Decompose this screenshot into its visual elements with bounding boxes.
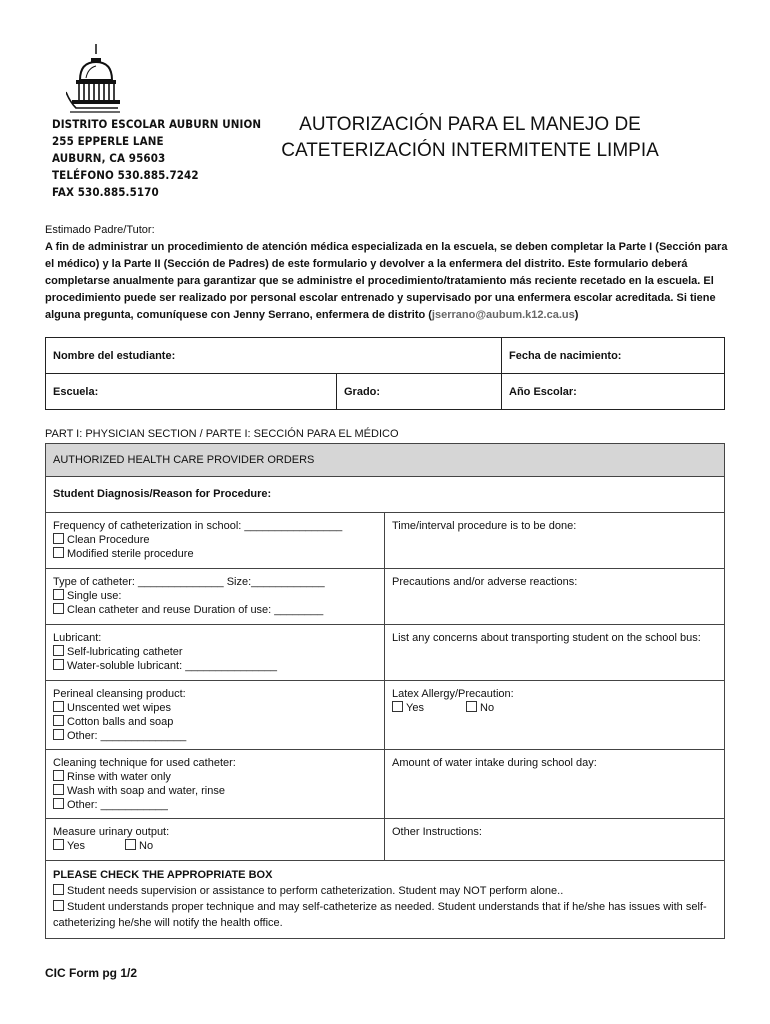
district-address <box>52 116 261 201</box>
measure-yes-checkbox[interactable] <box>53 839 64 850</box>
other-instructions-field[interactable]: Other Instructions: <box>385 819 725 861</box>
wet-wipes-label: Unscented wet wipes <box>67 702 171 714</box>
page-footer: CIC Form pg 1/2 <box>45 966 138 980</box>
district-street: 255 EPPERLE LANE <box>52 134 164 148</box>
modified-sterile-label: Modified sterile procedure <box>67 548 194 560</box>
diagnosis-field[interactable]: Student Diagnosis/Reason for Procedure: <box>46 477 725 513</box>
perineal-other-label: Other: ______________ <box>67 730 187 742</box>
rinse-water-checkbox[interactable] <box>53 770 64 781</box>
cleaning-cell <box>46 750 385 819</box>
physician-orders-table <box>45 443 725 939</box>
intro-close: ) <box>574 309 579 321</box>
school-year-field[interactable]: Año Escolar: <box>502 374 725 410</box>
measure-no-label: No <box>139 840 154 852</box>
form-title <box>240 112 700 164</box>
cotton-soap-label: Cotton balls and soap <box>67 716 174 728</box>
district-phone: TELÉFONO 530.885.7242 <box>52 168 199 182</box>
perineal-label: Perineal cleansing product: <box>53 688 186 700</box>
cleaning-other-checkbox[interactable] <box>53 798 64 809</box>
capitol-dome-logo <box>66 44 120 114</box>
water-intake-field[interactable]: Amount of water intake during school day: <box>385 750 725 819</box>
needs-supervision-label: Student needs supervision or assistance to perform catheterization. Student may NOT perform alone.. <box>67 885 564 897</box>
district-fax: FAX 530.885.5170 <box>52 185 159 199</box>
district-name: DISTRITO ESCOLAR AUBURN UNION <box>52 117 262 131</box>
needs-supervision-checkbox[interactable] <box>53 884 64 895</box>
school-field[interactable]: Escuela: <box>46 374 337 410</box>
birth-date-field[interactable]: Fecha de nacimiento: <box>502 338 725 374</box>
clean-procedure-label: Clean Procedure <box>67 534 150 546</box>
wet-wipes-checkbox[interactable] <box>53 701 64 712</box>
intro-body: A fin de administrar un procedimiento de atención médica especializada en la escuela, se deben completar la Parte I (Sección para el médico) y la Parte II (Sección de Padres) de este formulario y devolver a la enfermera del distrito. Este formulario deberá completarse anualmente para garantizar que se administre el procedimiento/tratamiento más reciente recetado en la escuela. El procedimiento puede ser realizado por personal escolar entrenado y supervisado por una enfermera escolar acreditada. Si tiene alguna pregunta, comuníquese con Jenny Serrano, enfermera de distrito ( <box>45 241 728 321</box>
measure-label: Measure urinary output: <box>53 826 170 838</box>
student-info-table <box>45 337 725 410</box>
form-title-line2: CATETERIZACIÓN INTERMITENTE LIMPIA <box>281 140 659 161</box>
rinse-water-label: Rinse with water only <box>67 771 171 783</box>
clean-reuse-checkbox[interactable] <box>53 603 64 614</box>
measure-cell <box>46 819 385 861</box>
grade-field[interactable]: Grado: <box>337 374 502 410</box>
frequency-label: Frequency of catheterization in school: ________________ <box>53 520 343 532</box>
catheter-type-cell <box>46 569 385 625</box>
perineal-cell <box>46 681 385 750</box>
time-interval-field[interactable]: Time/interval procedure is to be done: <box>385 513 725 569</box>
latex-yes-label: Yes <box>406 702 424 714</box>
intro-text <box>45 222 733 324</box>
student-name-field[interactable]: Nombre del estudiante: <box>46 338 502 374</box>
perineal-other-checkbox[interactable] <box>53 729 64 740</box>
latex-label: Latex Allergy/Precaution: <box>392 688 514 700</box>
self-lubricating-checkbox[interactable] <box>53 645 64 656</box>
catheter-type-label: Type of catheter: ______________ Size:____________ <box>53 576 325 588</box>
water-soluble-label: Water-soluble lubricant: _______________ <box>67 660 277 672</box>
single-use-label: Single use: <box>67 590 122 602</box>
measure-no-checkbox[interactable] <box>125 839 136 850</box>
frequency-cell <box>46 513 385 569</box>
cotton-soap-checkbox[interactable] <box>53 715 64 726</box>
form-title-line1: AUTORIZACIÓN PARA EL MANEJO DE <box>299 114 641 135</box>
precautions-field[interactable]: Precautions and/or adverse reactions: <box>385 569 725 625</box>
latex-cell <box>385 681 725 750</box>
bus-concerns-field[interactable]: List any concerns about transporting student on the school bus: <box>385 625 725 681</box>
lubricant-label: Lubricant: <box>53 632 102 644</box>
cleaning-label: Cleaning technique for used catheter: <box>53 757 236 769</box>
latex-yes-checkbox[interactable] <box>392 701 403 712</box>
appropriate-box-title: PLEASE CHECK THE APPROPRIATE BOX <box>53 869 273 881</box>
water-soluble-checkbox[interactable] <box>53 659 64 670</box>
clean-reuse-label: Clean catheter and reuse Duration of use: ________ <box>67 604 324 616</box>
latex-no-checkbox[interactable] <box>466 701 477 712</box>
cleaning-other-label: Other: ___________ <box>67 799 168 811</box>
intro-paragraph <box>45 239 733 324</box>
part1-title: PART I: PHYSICIAN SECTION / PARTE I: SECCIÓN PARA EL MÉDICO <box>45 428 399 440</box>
self-catheterize-label: Student understands proper technique and may self-catheterize as needed. Student understands that if he/she has issues with self-catheterizing he/she will notify the health office. <box>53 901 707 929</box>
nurse-email-link[interactable]: jserrano@aubum.k12.ca.us <box>431 309 575 321</box>
intro-greeting: Estimado Padre/Tutor: <box>45 224 155 236</box>
single-use-checkbox[interactable] <box>53 589 64 600</box>
self-lubricating-label: Self-lubricating catheter <box>67 646 183 658</box>
modified-sterile-checkbox[interactable] <box>53 547 64 558</box>
lubricant-cell <box>46 625 385 681</box>
self-catheterize-checkbox[interactable] <box>53 900 64 911</box>
wash-soap-checkbox[interactable] <box>53 784 64 795</box>
orders-header: AUTHORIZED HEALTH CARE PROVIDER ORDERS <box>46 444 725 477</box>
measure-yes-label: Yes <box>67 840 85 852</box>
appropriate-box-cell <box>46 861 725 939</box>
clean-procedure-checkbox[interactable] <box>53 533 64 544</box>
district-city: AUBURN, CA 95603 <box>52 151 166 165</box>
wash-soap-label: Wash with soap and water, rinse <box>67 785 225 797</box>
latex-no-label: No <box>480 702 495 714</box>
